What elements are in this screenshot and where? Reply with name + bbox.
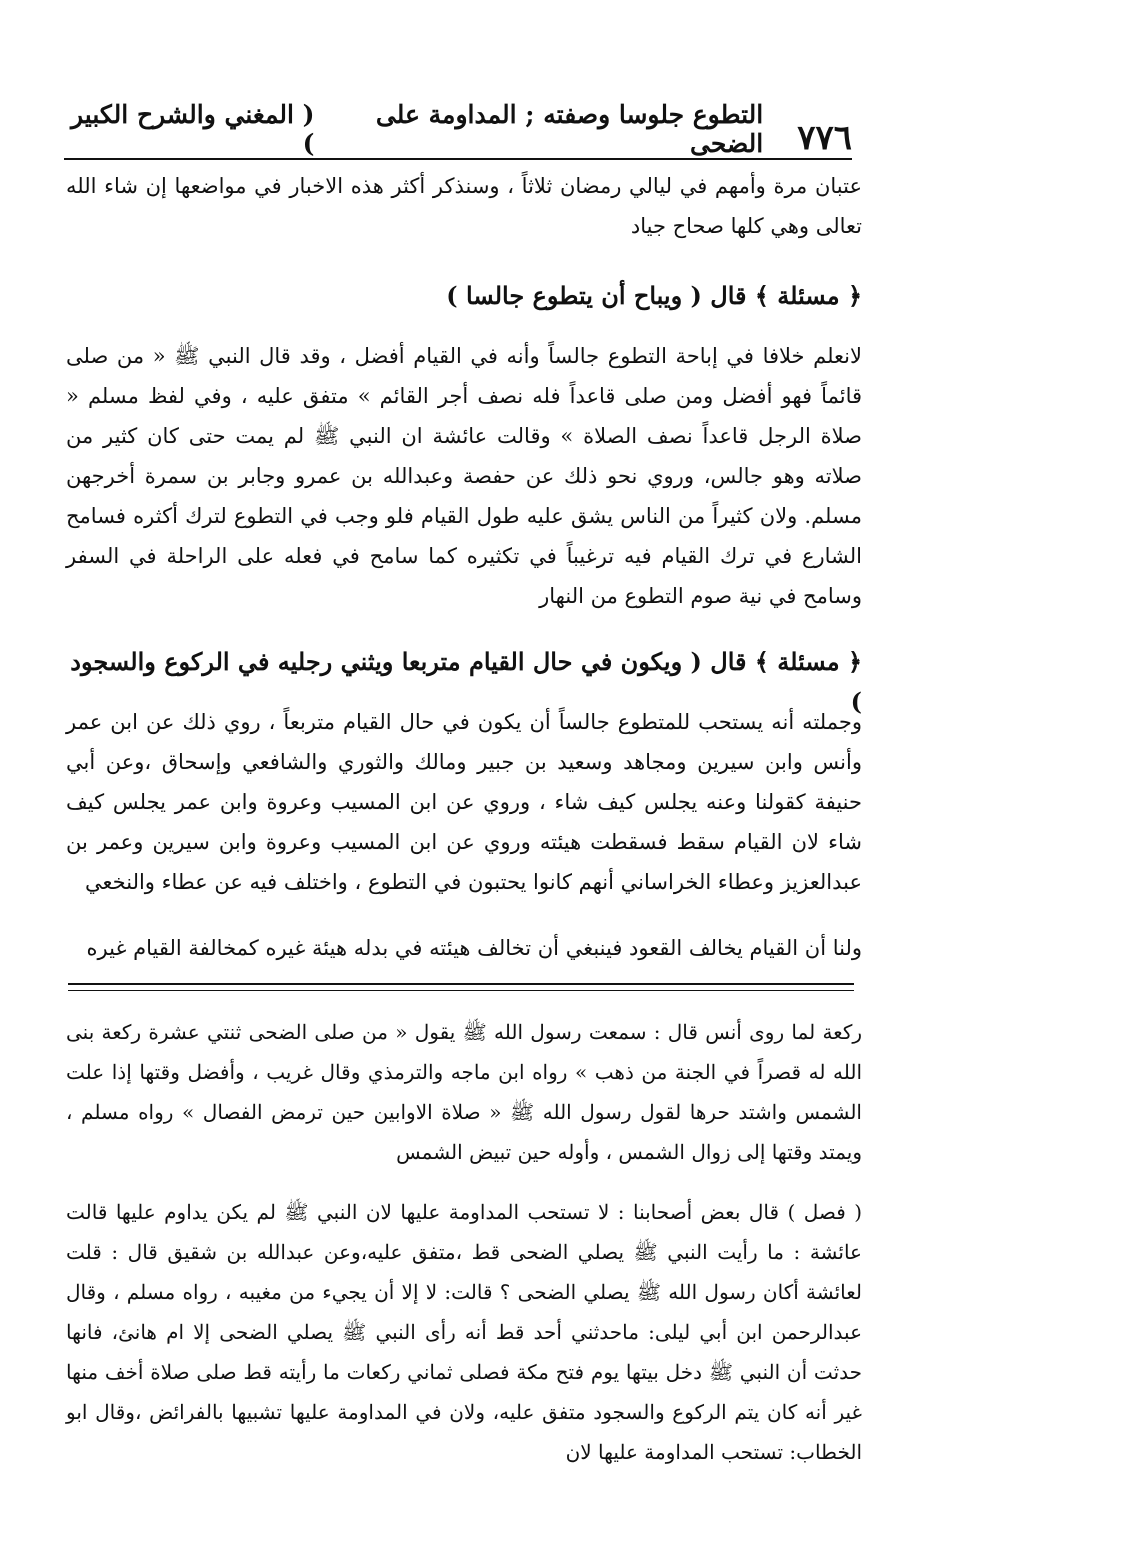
- issue-text: قال ( ويكون في حال القيام متربعا ويثني رجليه في الركوع والسجود ): [70, 647, 862, 716]
- header-rule: [64, 158, 852, 160]
- paragraph-1: لانعلم خلافا في إباحة التطوع جالساً وأنه في القيام أفضل ، وقد قال النبي ﷺ « من صلى قائماً فهو أفضل ومن صلى قاعداً فله نصف أجر القائم » متفق عليه ، وفي لفظ مسلم « صلاة الرجل قاعداً نصف الصلاة » وقالت عائشة ان النبي ﷺ لم يمت حتى كان كثير من صلاته وهو جالس، وروي نحو ذلك عن حفصة وعبدالله بن عمرو وجابر بن سمرة أخرجهن مسلم. ولان كثيراً من الناس يشق عليه طول القيام فلو وجب في التطوع لترك أكثره فسامح الشارع في ترك القيام فيه ترغيباً في تكثيره كما سامح في فعله على الراحلة في السفر وسامح في نية صوم التطوع من النهار: [66, 344, 863, 608]
- header-topic: التطوع جلوسا وصفته ; المداومة على الضحى: [375, 100, 764, 158]
- footnote-paragraph-2: ( فصل ) قال بعض أصحابنا : لا تستحب المداومة عليها لان النبي ﷺ لم يكن يداوم عليها قالت عائشة : ما رأيت النبي ﷺ يصلي الضحى قط ،متفق عليه،وعن عبدالله بن شقيق قال : قلت لعائشة أكان رسول الله ﷺ يصلي الضحى ؟ قالت: لا إلا أن يجيء من مغيبه ، رواه مسلم ، وقال عبدالرحمن ابن أبي ليلى: ماحدثني أحد قط أنه رأى النبي ﷺ يصلي الضحى إلا ام هانئ، فانها حدثت أن النبي ﷺ دخل بيتها يوم فتح مكة فصلى ثماني ركعات ما رأيته قط صلى صلاة أخف منها غير أنه كان يتم الركوع والسجود متفق عليه، ولان في المداومة عليها تشبيها بالفرائض ،وقال ابو الخطاب: تستحب المداومة عليها لان: [66, 1200, 862, 1464]
- issue-heading-1: [66, 276, 862, 316]
- issue-label: ﴿ مسئلة ﴾: [754, 647, 862, 676]
- footnote-separator: [68, 983, 854, 991]
- book-title: ( المغني والشرح الكبير ): [70, 100, 315, 158]
- page-header: [62, 100, 852, 158]
- paragraph-3: ولنا أن القيام يخالف القعود فينبغي أن تخالف هيئته في بدله هيئة غيره كمخالفة القيام غيره: [86, 936, 862, 960]
- intro-paragraph: عتبان مرة وأمهم في ليالي رمضان ثلاثاً ، وسنذكر أكثر هذه الاخبار في مواضعها إن شاء الله تعالى وهي كلها صحاح جياد: [66, 174, 862, 238]
- issue-text: قال ( ويباح أن يتطوع جالسا ): [446, 281, 747, 310]
- issue-label: ﴿ مسئلة ﴾: [754, 281, 862, 310]
- paragraph-2: وجملته أنه يستحب للمتطوع جالساً أن يكون في حال القيام متربعاً ، روي ذلك عن ابن عمر وأنس وابن سيرين ومجاهد وسعيد بن جبير ومالك والثوري والشافعي وإسحاق ،وعن أبي حنيفة كقولنا وعنه يجلس كيف شاء ، وروي عن ابن المسيب وعروة وابن عمر يجلس كيف شاء لان القيام سقط فسقطت هيئته وروي عن ابن المسيب وعروة وابن سيرين وعمر بن عبدالعزيز وعطاء الخراساني أنهم كانوا يحتبون في التطوع ، واختلف فيه عن عطاء والنخعي: [66, 710, 862, 894]
- footnote-paragraph-1: ركعة لما روى أنس قال : سمعت رسول الله ﷺ يقول « من صلى الضحى ثنتي عشرة ركعة بنى الله له قصراً في الجنة من ذهب » رواه ابن ماجه والترمذي وقال غريب ، وأفضل وقتها إذا علت الشمس واشتد حرها لقول رسول الله ﷺ « صلاة الاوابين حين ترمض الفصال » رواه مسلم ، ويمتد وقتها إلى زوال الشمس ، وأوله حين تبيض الشمس: [66, 1020, 862, 1164]
- page-number: ٧٧٦: [797, 118, 852, 158]
